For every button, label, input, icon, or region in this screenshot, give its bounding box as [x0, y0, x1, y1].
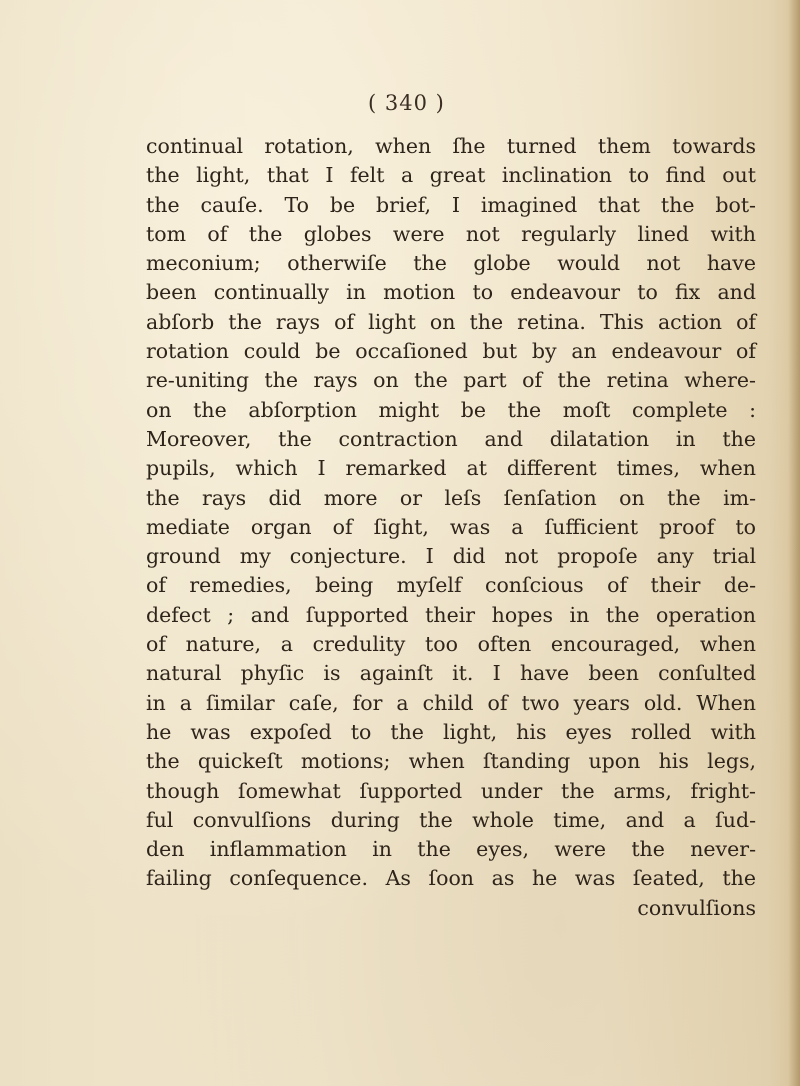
text-line: abſorb the rays of light on the retina. This action of — [146, 309, 756, 334]
text-line: in a ſimilar caſe, for a child of two years old. When — [146, 690, 756, 715]
text-line: ground my conjecture. I did not propoſe any trial — [146, 544, 756, 569]
text-line: mediate organ of ſight, was a ſufficient proof to — [146, 514, 756, 539]
page-edge-shadow — [788, 0, 800, 1086]
text-line: of remedies, being myſelf conſcious of their de- — [146, 573, 756, 598]
text-line: continual rotation, when ſhe turned them towards — [146, 134, 756, 158]
text-line: he was expoſed to the light, his eyes rolled with — [146, 719, 756, 744]
text-line: defect ; and ſupported their hopes in the operation — [146, 602, 756, 627]
text-line: the rays did more or leſs ſenſation on the im- — [146, 485, 756, 510]
text-line: meconium; otherwiſe the globe would not have — [146, 251, 756, 276]
text-line: natural phyſic is againſt it. I have been conſulted — [146, 661, 756, 686]
text-line: on the abſorption might be the moſt complete : — [146, 397, 756, 422]
text-line: re-uniting the rays on the part of the retina where- — [146, 368, 756, 393]
text-line: tom of the globes were not regularly lined with — [146, 221, 756, 246]
text-line: the quickeſt motions; when ſtanding upon his legs, — [146, 749, 756, 774]
text-line: den inflammation in the eyes, were the never- — [146, 837, 756, 862]
text-line: the light, that I felt a great inclination to find out — [146, 163, 756, 188]
text-line: ful convulſions during the whole time, and a ſud- — [146, 807, 756, 832]
text-line: the cauſe. To be brief, I imagined that the bot- — [146, 192, 756, 217]
text-line: Moreover, the contraction and dilatation in the — [146, 426, 756, 451]
text-line: though ſomewhat ſupported under the arms, fright- — [146, 778, 756, 803]
text-line: failing conſequence. As ſoon as he was ſeated, the — [146, 866, 756, 891]
text-line: been continually in motion to endeavour to fix and — [146, 280, 756, 305]
page-number: ( 340 ) — [368, 91, 445, 115]
body-text — [146, 132, 756, 923]
text-line: of nature, a credulity too often encouraged, when — [146, 632, 756, 657]
text-line: pupils, which I remarked at different times, when — [146, 456, 756, 481]
catchword: convulſions — [637, 895, 756, 920]
text-line: rotation could be occaſioned but by an endeavour of — [146, 339, 756, 364]
